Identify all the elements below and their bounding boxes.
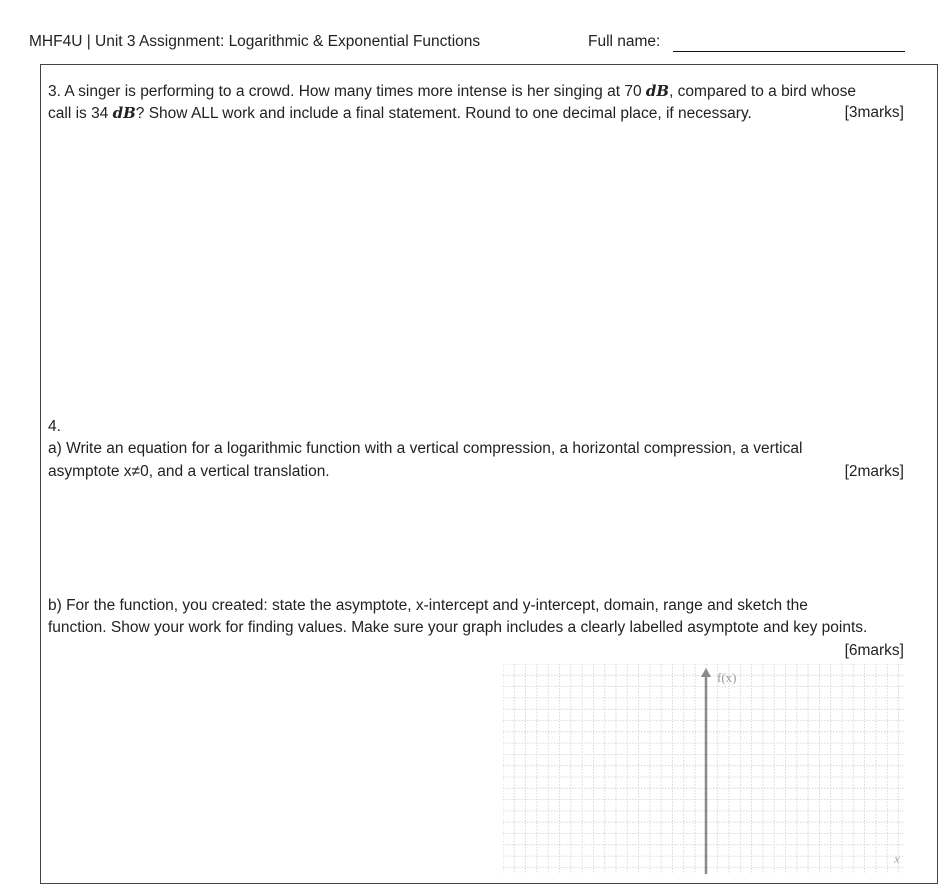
graph-grid[interactable] [503,664,905,874]
q3-line-1: 3. A singer is performing to a crowd. How many times more intense is her singing at 70 dB, compared to a bird whose [48,82,857,100]
full-name-line[interactable] [673,51,905,52]
q3-unit-2: dB [112,104,136,122]
q4a-line-1: a) Write an equation for a logarithmic function with a vertical compression, a horizontal compression, a vertical [48,440,803,457]
q4a-line-2: asymptote x≠0, and a vertical translation. [48,463,330,480]
grid-lines [503,664,905,874]
y-axis-label: f(x) [717,670,737,685]
q4-number: 4. [48,418,61,435]
q4a-marks: [2marks] [844,463,904,480]
y-axis [701,668,711,874]
q3-unit-1: dB [645,82,670,100]
q3-line-2: call is 34 dB? Show ALL work and include a final statement. Round to one decimal place, if necessary. [48,104,752,122]
q4b-line-1: b) For the function, you created: state the asymptote, x-intercept and y-intercept, domain, range and sketch the [48,597,808,614]
assignment-title: MHF4U | Unit 3 Assignment: Logarithmic & Exponential Functions [29,33,481,50]
q4b-line-2: function. Show your work for finding values. Make sure your graph includes a clearly labelled asymptote and key points. [48,619,868,636]
y-axis-arrow-icon [701,668,711,677]
x-axis-label: x [894,851,900,866]
q4b-marks: [6marks] [844,642,904,659]
full-name-label: Full name: [588,33,661,50]
q3-marks: [3marks] [844,104,904,121]
